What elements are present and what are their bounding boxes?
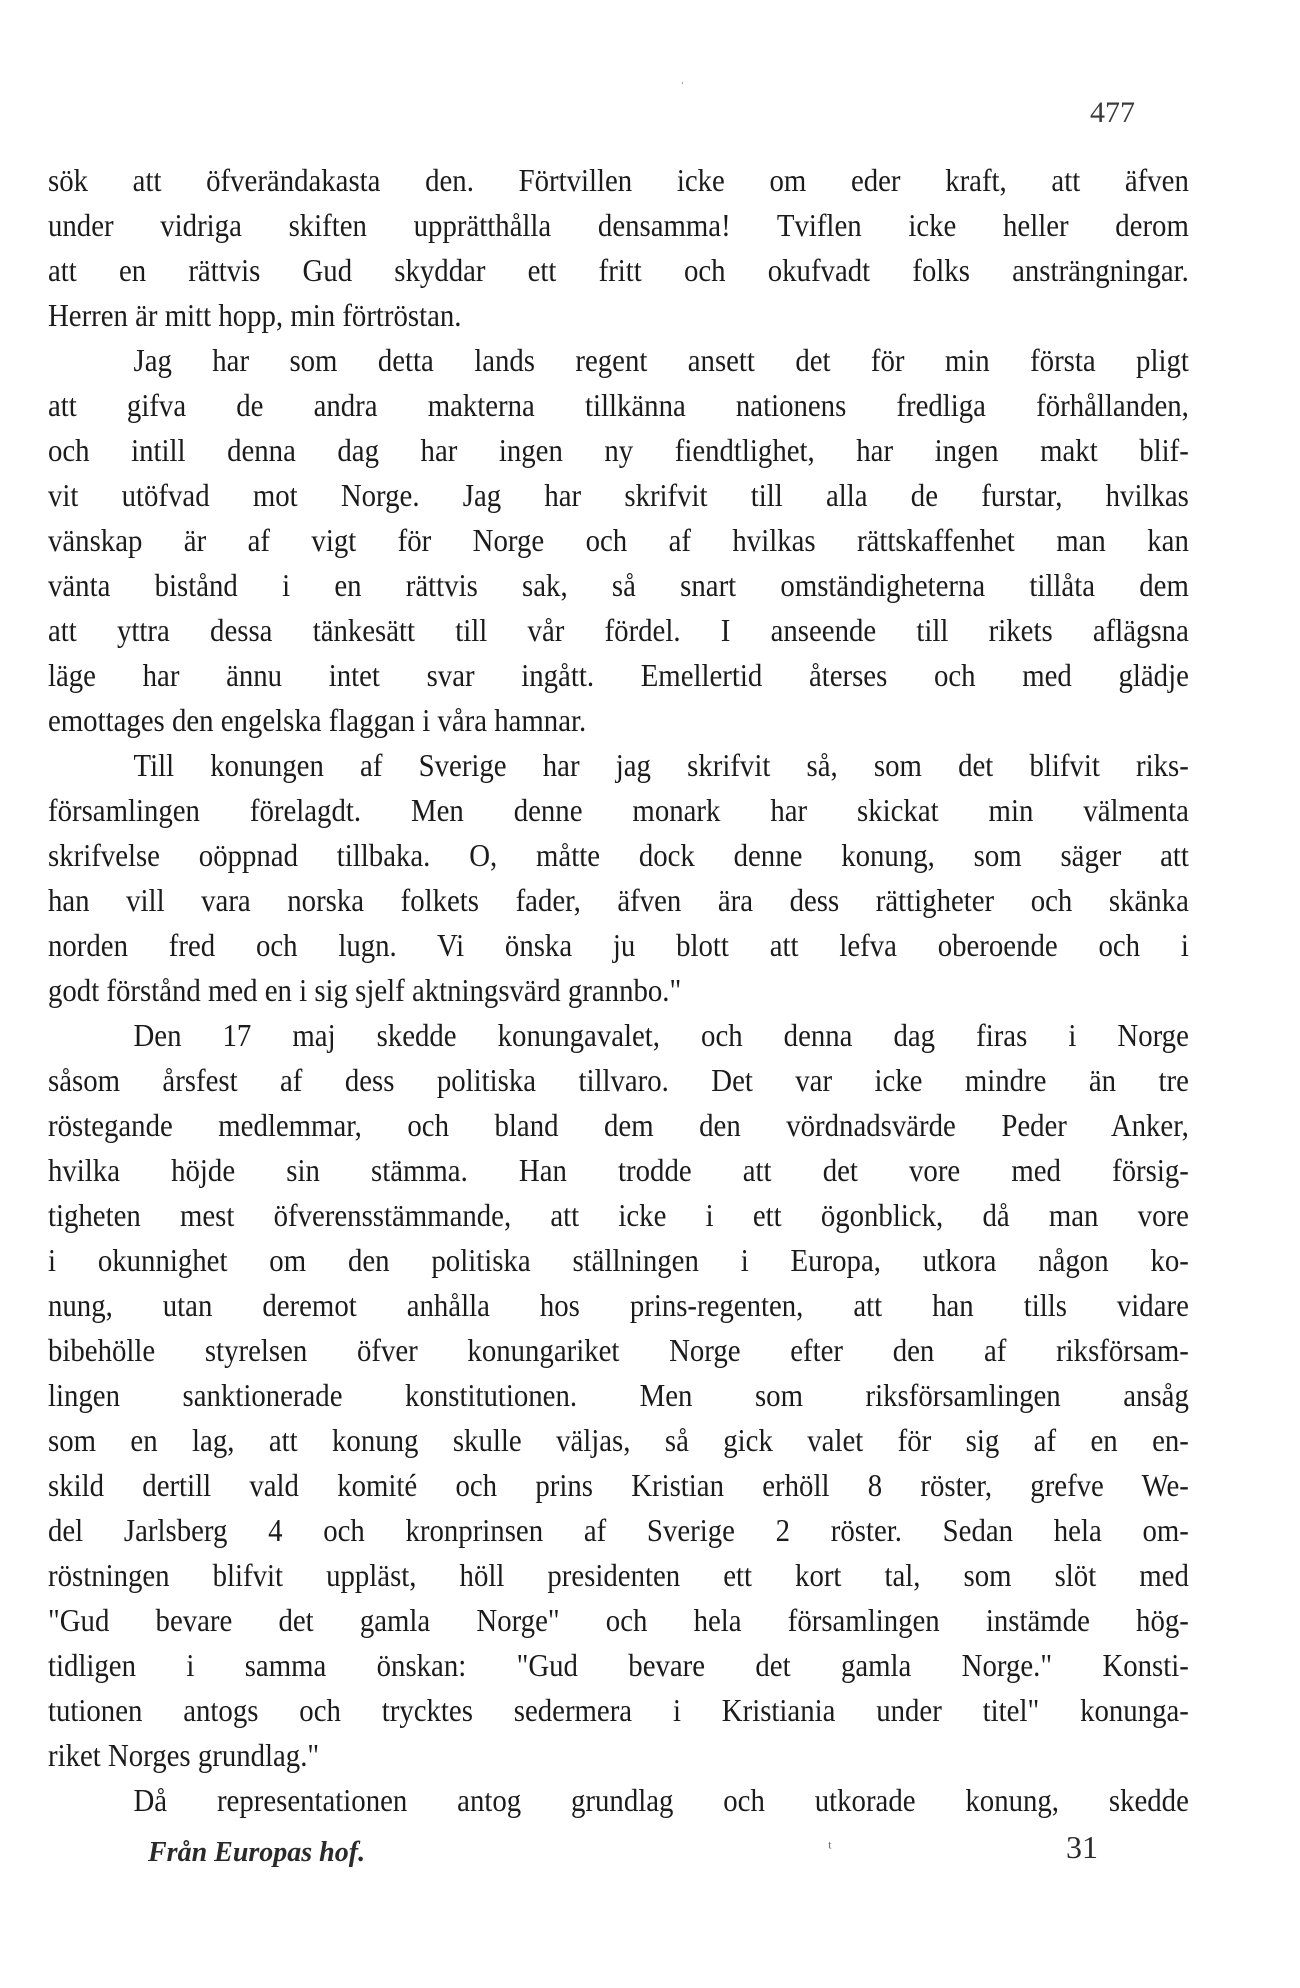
text-line: röstningen blifvit uppläst, höll presidenten ett kort tal, som slöt med: [48, 1557, 1189, 1593]
text-line: tidligen i samma önskan: "Gud bevare det gamla Norge." Konsti-: [48, 1647, 1189, 1683]
text-line: i okunnighet om den politiska ställningen i Europa, utkora någon ko-: [48, 1242, 1189, 1278]
text-line: "Gud bevare det gamla Norge" och hela församlingen instämde hög-: [48, 1602, 1189, 1638]
text-line: under vidriga skiften upprätthålla densamma! Tviflen icke heller derom: [48, 207, 1189, 243]
signature-number: 31: [1066, 1829, 1098, 1865]
text-line: röstegande medlemmar, och bland dem den vördnadsvärde Peder Anker,: [48, 1107, 1189, 1143]
page-number: 477: [1090, 96, 1135, 129]
text-line: vänta bistånd i en rättvis sak, så snart omständigheterna tillåta dem: [48, 567, 1189, 603]
text-line: tutionen antogs och trycktes sedermera i Kristiania under titel" konunga-: [48, 1692, 1189, 1728]
text-line: bibehölle styrelsen öfver konungariket Norge efter den af riksförsam-: [48, 1332, 1189, 1368]
text-line: vänskap är af vigt för Norge och af hvilkas rättskaffenhet man kan: [48, 522, 1189, 558]
text-line: såsom årsfest af dess politiska tillvaro. Det var icke mindre än tre: [48, 1062, 1189, 1098]
text-line: Då representationen antog grundlag och utkorade konung, skedde: [133, 1782, 1189, 1818]
text-line: lingen sanktionerade konstitutionen. Men som riksförsamlingen ansåg: [48, 1377, 1189, 1413]
text-line: att en rättvis Gud skyddar ett fritt och okufvadt folks ansträngningar.: [48, 252, 1189, 288]
text-line: Herren är mitt hopp, min förtröstan.: [48, 297, 462, 333]
text-line: Jag har som detta lands regent ansett det för min första pligt: [133, 342, 1189, 378]
text-line: läge har ännu intet svar ingått. Emellertid återses och med glädje: [48, 657, 1189, 693]
text-line: att yttra dessa tänkesätt till vår fördel. I anseende till rikets aflägsna: [48, 612, 1189, 648]
text-line: godt förstånd med en i sig sjelf aktningsvärd grannbo.": [48, 972, 682, 1008]
footer-mark: ᵗ: [828, 1837, 832, 1859]
text-line: tigheten mest öfverensstämmande, att icke i ett ögonblick, då man vore: [48, 1197, 1189, 1233]
ink-speck: ˌ: [680, 70, 685, 85]
text-line: norden fred och lugn. Vi önska ju blott att lefva oberoende och i: [48, 927, 1189, 963]
text-line: och intill denna dag har ingen ny fiendtlighet, har ingen makt blif-: [48, 432, 1189, 468]
text-line: Den 17 maj skedde konungavalet, och denna dag firas i Norge: [133, 1017, 1189, 1053]
footer-source-title: Från Europas hof.: [148, 1837, 366, 1868]
text-line: Till konungen af Sverige har jag skrifvit så, som det blifvit riks-: [133, 747, 1189, 783]
text-line: skrifvelse oöppnad tillbaka. O, måtte dock denne konung, som säger att: [48, 837, 1189, 873]
text-line: emottages den engelska flaggan i våra hamnar.: [48, 702, 587, 738]
text-line: han vill vara norska folkets fader, äfven ära dess rättigheter och skänka: [48, 882, 1189, 918]
text-line: hvilka höjde sin stämma. Han trodde att det vore med försig-: [48, 1152, 1189, 1188]
text-line: att gifva de andra makterna tillkänna nationens fredliga förhållanden,: [48, 387, 1189, 423]
text-line: församlingen förelagdt. Men denne monark har skickat min välmenta: [48, 792, 1189, 828]
body-text: [48, 158, 1190, 1823]
text-line: riket Norges grundlag.": [48, 1737, 320, 1773]
text-line: vit utöfvad mot Norge. Jag har skrifvit till alla de furstar, hvilkas: [48, 477, 1189, 513]
text-line: del Jarlsberg 4 och kronprinsen af Sverige 2 röster. Sedan hela om-: [48, 1512, 1189, 1548]
text-line: skild dertill vald komité och prins Kristian erhöll 8 röster, grefve We-: [48, 1467, 1189, 1503]
text-line: nung, utan deremot anhålla hos prins-regenten, att han tills vidare: [48, 1287, 1189, 1323]
text-line: som en lag, att konung skulle väljas, så gick valet för sig af en en-: [48, 1422, 1189, 1458]
text-line: sök att öfverändakasta den. Förtvillen icke om eder kraft, att äfven: [48, 162, 1189, 198]
